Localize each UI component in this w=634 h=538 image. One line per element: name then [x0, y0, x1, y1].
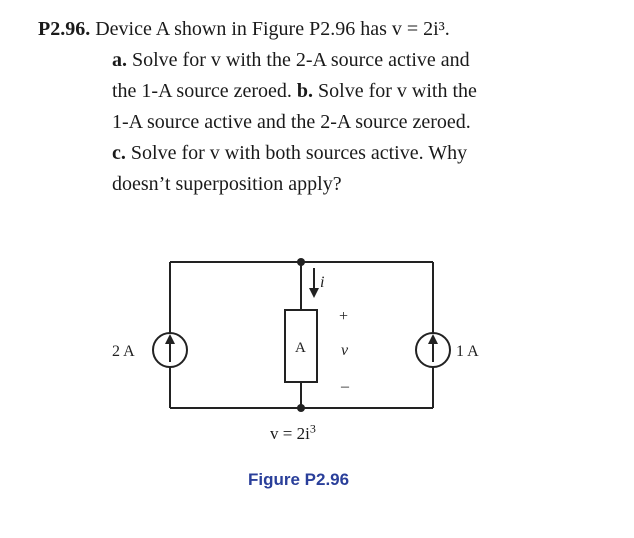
part-a-text-cont: the 1-A source zeroed. [112, 80, 292, 102]
part-a-text: Solve for v with the 2-A source active and [132, 49, 470, 71]
part-b-text-cont: 1-A source active and the 2-A source zeroed. [112, 111, 471, 133]
part-a-label: a. [112, 49, 127, 71]
left-source-label: 2 A [112, 343, 135, 360]
voltage-label: v [341, 342, 349, 359]
device-label: A [295, 340, 306, 356]
current-label: i [320, 274, 325, 291]
part-c-text: Solve for v with both sources active. Why [130, 142, 468, 164]
part-c-text-cont: doesn’t superposition apply? [112, 173, 342, 195]
device-equation: $v = 2i^3$ [270, 421, 316, 443]
plus-sign: + [339, 308, 349, 325]
problem-intro: Device A shown in Figure P2.96 has v = 2i³. [95, 18, 450, 40]
right-source-arrowhead [428, 334, 438, 344]
problem-number: P2.96. [38, 18, 91, 40]
equation-exponent: 3 [309, 421, 316, 436]
minus-sign: – [341, 378, 349, 395]
part-b-label: b. [296, 80, 314, 102]
figure-caption: Figure P2.96 [248, 470, 350, 489]
right-source-label: 1 A [456, 343, 479, 360]
part-b-text: Solve for v with the [318, 80, 477, 102]
current-arrowhead [309, 288, 319, 298]
left-source-arrowhead [165, 334, 175, 344]
top-node [297, 258, 305, 266]
bottom-node [297, 404, 305, 412]
part-c-label: c. [112, 142, 126, 164]
